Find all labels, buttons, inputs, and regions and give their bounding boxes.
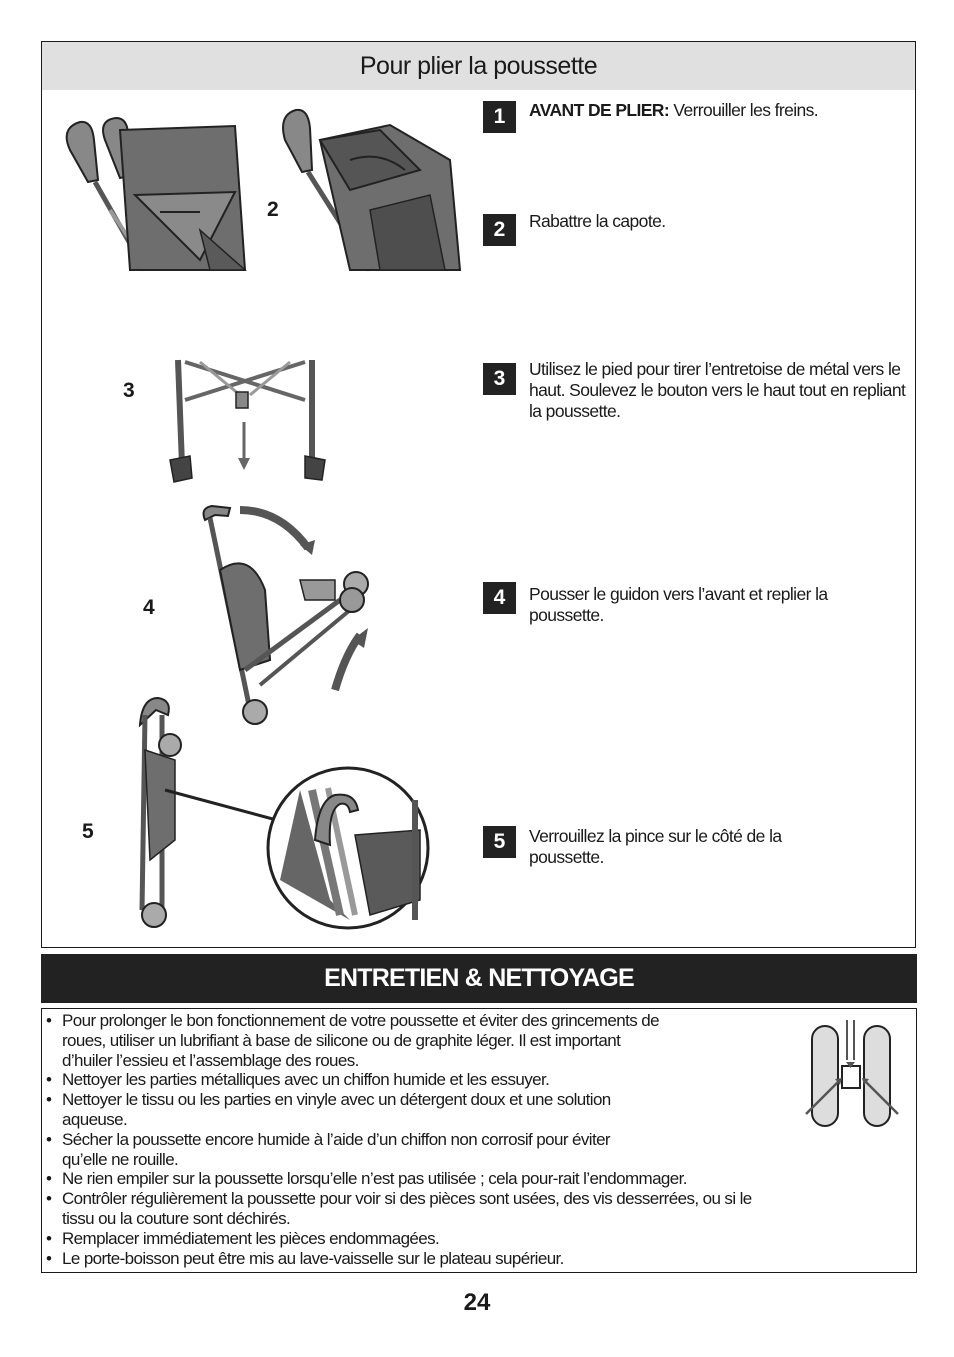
stroller-brace-illustration <box>170 360 325 482</box>
list-item: • Pour prolonger le bon fonctionnement de votre poussette et éviter des grincements de roues, utiliser un lubrifiant à base de silicone ou de graphite léger. Il est important d’huiler l’essieu et l’assemblage des roues. <box>46 1011 672 1070</box>
stroller-canopy-up-illustration <box>67 118 245 270</box>
page-number: 24 <box>463 1289 491 1316</box>
list-item: • Ne rien empiler sur la poussette lorsqu’elle n’est pas utilisée ; cela pour-rait l’endommager. <box>46 1169 786 1189</box>
list-item: • Remplacer immédiatement les pièces endommagées. <box>46 1229 786 1249</box>
list-item: • Contrôler régulièrement la poussette pour voir si des pièces sont usées, des vis desserrées, ou si le tissu ou la couture sont déchirés. <box>46 1189 762 1229</box>
step-1-bold-label: AVANT DE PLIER: <box>529 100 670 120</box>
step-5-number: 5 <box>483 826 516 858</box>
step-4-text: Pousser le guidon vers l’avant et replier la poussette. <box>529 584 828 625</box>
figure-label-5: 5 <box>82 820 94 843</box>
step-1-text <box>529 100 909 121</box>
care-section-title: ENTRETIEN & NETTOYAGE <box>324 964 634 992</box>
step-3-number: 3 <box>483 363 516 395</box>
step-2-number: 2 <box>483 214 516 246</box>
care-instructions-list <box>46 1011 786 1268</box>
list-item: • Nettoyer le tissu ou les parties en vinyle avec un détergent doux et une solution aqueuse. <box>46 1090 652 1130</box>
stroller-canopy-folded-illustration <box>283 110 460 270</box>
step-5-text: Verrouillez la pince sur le côté de la poussette. <box>529 826 782 867</box>
list-item: • Nettoyer les parties métalliques avec un chiffon humide et les essuyer. <box>46 1070 786 1090</box>
fold-section-header <box>42 42 915 90</box>
list-item: • Sécher la poussette encore humide à l’aide d’un chiffon non corrosif pour éviter qu’elle ne rouille. <box>46 1130 652 1170</box>
figure-label-2: 2 <box>267 198 279 221</box>
figure-label-3: 3 <box>123 379 135 402</box>
fold-section-title: Pour plier la poussette <box>359 52 598 80</box>
list-item: • Le porte-boisson peut être mis au lave-vaisselle sur le plateau supérieur. <box>46 1249 786 1269</box>
step-1-body: Verrouiller les freins. <box>669 100 819 120</box>
care-section-header <box>41 954 917 1003</box>
folding-illustrations <box>50 100 465 940</box>
stroller-folded-lock-illustration <box>140 698 428 928</box>
stroller-folding-illustration <box>204 506 368 724</box>
step-3-text: Utilisez le pied pour tirer l’entretoise de métal vers le haut. Soulevez le bouton vers le haut tout en repliant la poussette. <box>529 359 906 421</box>
figure-label-4: 4 <box>143 596 155 619</box>
step-2-text: Rabattre la capote. <box>529 211 666 231</box>
step-1-number: 1 <box>483 101 516 133</box>
step-4-number: 4 <box>483 582 516 614</box>
wheel-axle-illustration <box>802 1018 902 1134</box>
